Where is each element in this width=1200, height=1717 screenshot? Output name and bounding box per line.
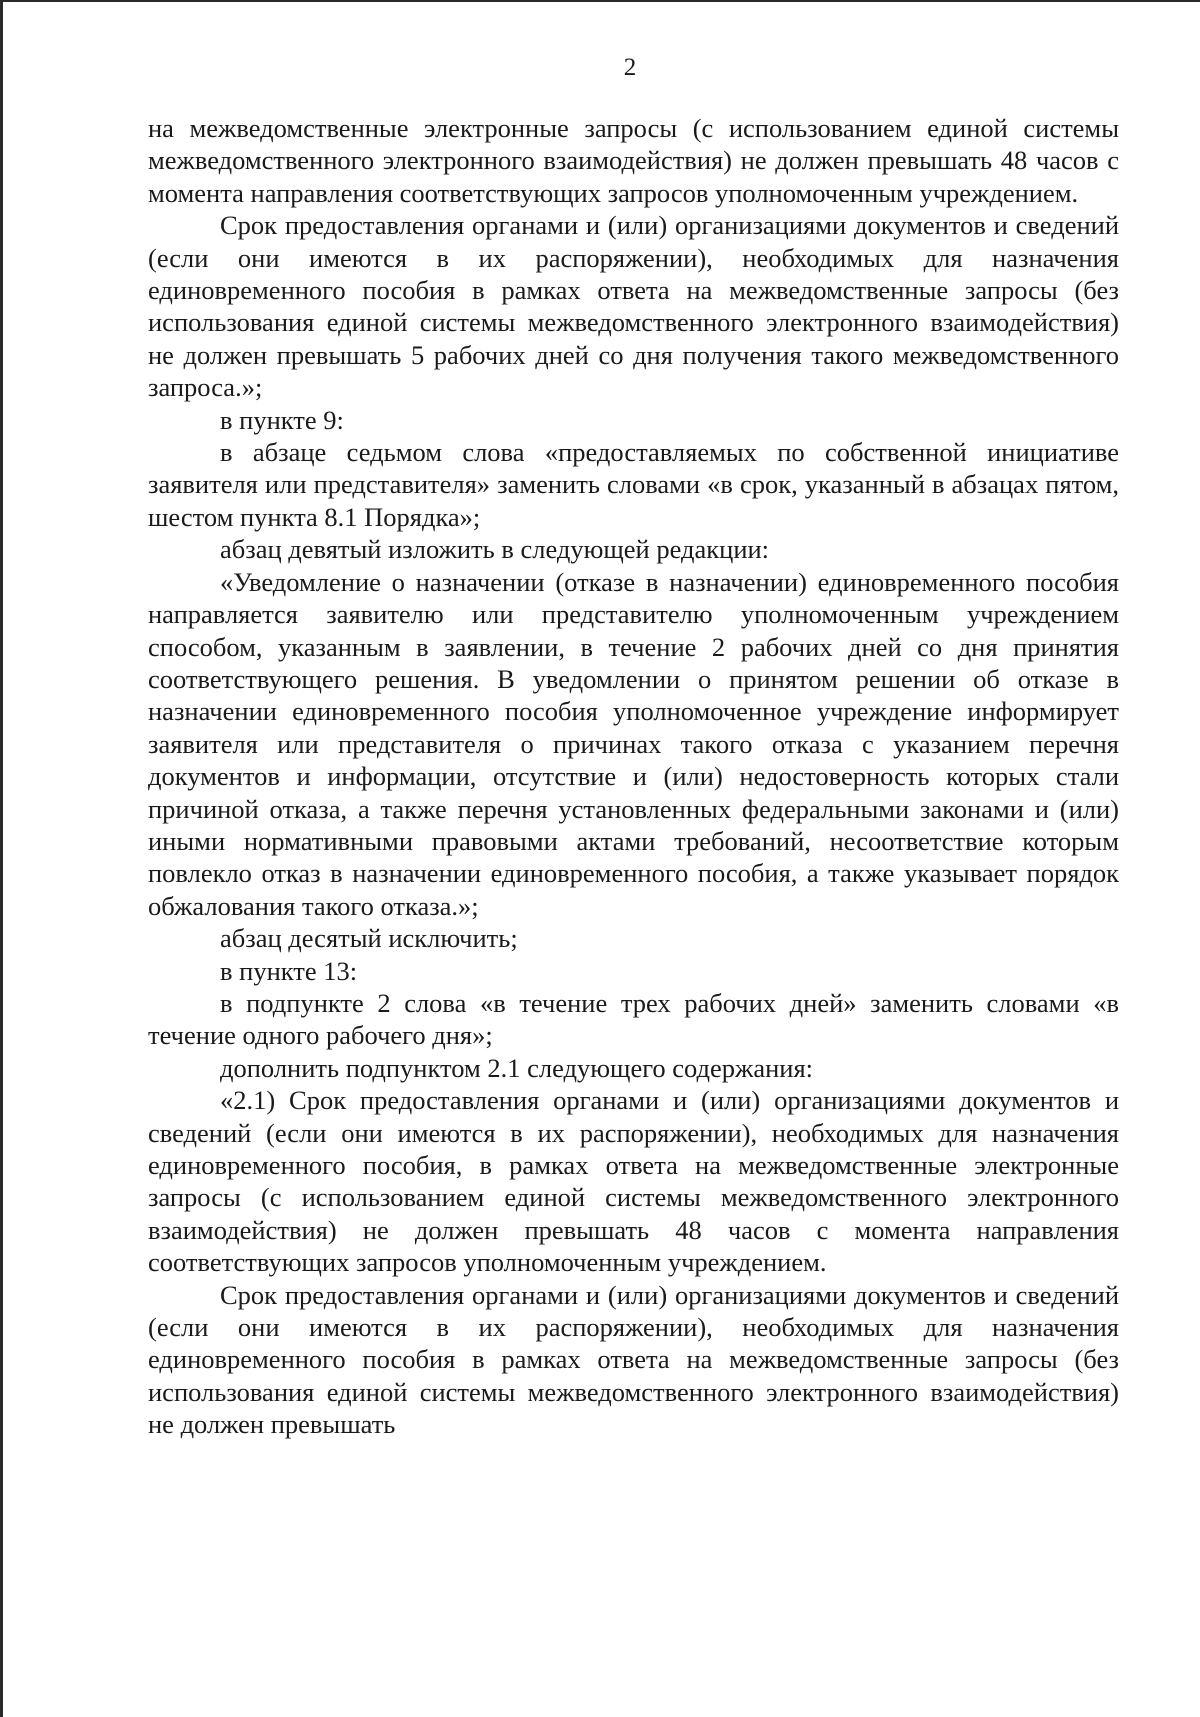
document-body <box>148 112 1119 1441</box>
paragraph: в пункте 9: <box>220 404 344 435</box>
paragraph: в пункте 13: <box>220 955 358 986</box>
paragraph: абзац десятый исключить; <box>220 923 518 954</box>
paragraph: на межведомственные электронные запросы (с использованием единой системы межведомственного электронного взаимодействия) не должен превышать 48 часов с момента направления соответствующих запросов уполномоченным учреждением. <box>148 113 1119 208</box>
scan-left-border <box>0 0 3 1717</box>
paragraph: в абзаце седьмом слова «предоставляемых по собственной инициативе заявителя или представителя» заменить словами «в срок, указанный в абзацах пятом, шестом пункта 8.1 Порядка»; <box>148 437 1119 532</box>
paragraph: абзац девятый изложить в следующей редакции: <box>220 534 770 565</box>
page-number: 2 <box>623 54 637 81</box>
paragraph: дополнить подпунктом 2.1 следующего содержания: <box>220 1052 814 1083</box>
paragraph: Срок предоставления органами и (или) организациями документов и сведений (если они имеются в их распоряжении), необходимых для назначения единовременного пособия в рамках ответа на межведомственные запросы (без использования единой системы межведомственного электронного взаимодействия) не должен превышать 5 рабочих дней со дня получения такого межведомственного запроса.»; <box>148 210 1119 403</box>
paragraph: «Уведомление о назначении (отказе в назначении) единовременного пособия направляется заявителю или представителю уполномоченным учреждением способом, указанным в заявлении, в течение 2 рабочих дней со дня принятия соответствующего решения. В уведомлении о принятом решении об отказе в назначении единовременного пособия уполномоченное учреждение информирует заявителя или представителя о причинах такого отказа с указанием перечня документов и информации, отсутствие и (или) недостоверность которых стали причиной отказа, а также перечня установленных федеральными законами и (или) иными нормативными правовыми актами требований, несоответствие которым повлекло отказ в назначении единовременного пособия, а также указывает порядок обжалования такого отказа.»; <box>148 566 1119 921</box>
scan-top-border <box>0 0 1200 2</box>
paragraph: «2.1) Срок предоставления органами и (или) организациями документов и сведений (если они имеются в их распоряжении), необходимых для назначения единовременного пособия, в рамках ответа на межведомственные электронные запросы (с использованием единой системы межведомственного электронного взаимодействия) не должен превышать 48 часов с момента направления соответствующих запросов уполномоченным учреждением. <box>148 1085 1119 1278</box>
paragraph: в подпункте 2 слова «в течение трех рабочих дней» заменить словами «в течение одного рабочего дня»; <box>148 987 1119 1051</box>
paragraph: Срок предоставления органами и (или) организациями документов и сведений (если они имеются в их распоряжении), необходимых для назначения единовременного пособия в рамках ответа на межведомственные запросы (без использования единой системы межведомственного электронного взаимодействия) не должен превышать <box>148 1279 1119 1440</box>
